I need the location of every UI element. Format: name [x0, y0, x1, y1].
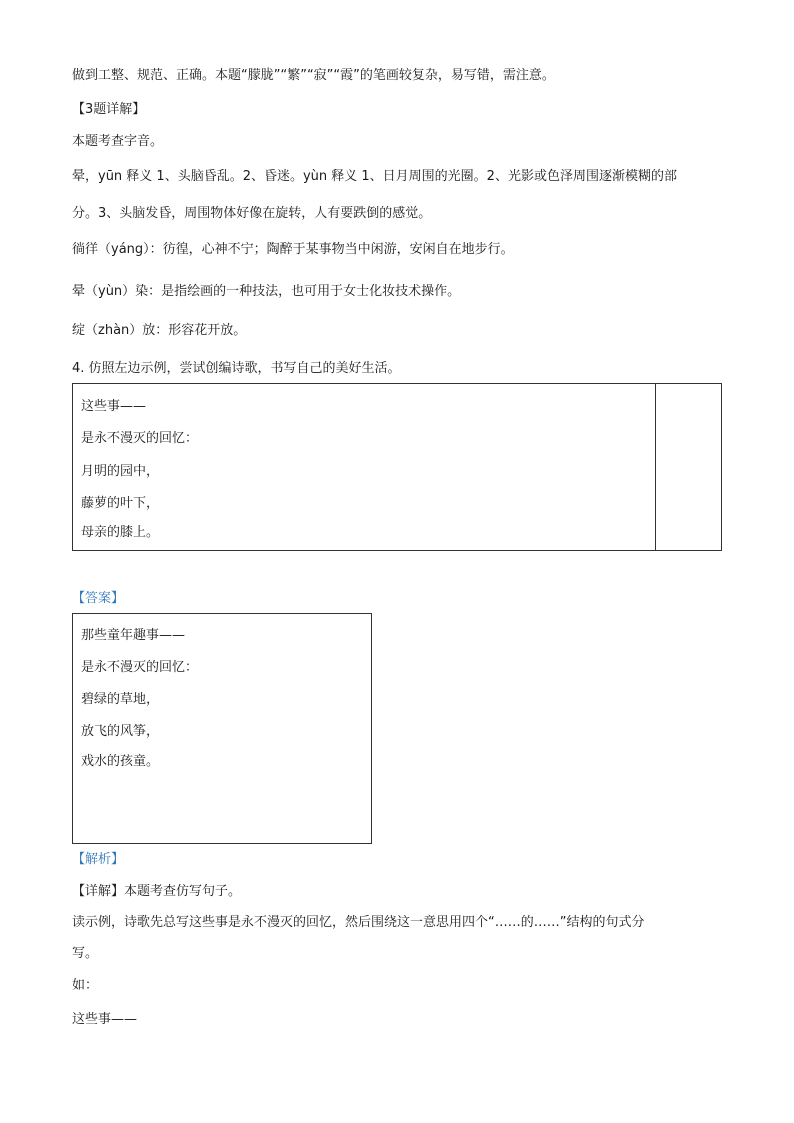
answer-line: 那些童年趣事—— [81, 628, 186, 643]
q4-prompt: 4. 仿照左边示例，尝试创编诗歌，书写自己的美好生活。 [72, 361, 401, 376]
example-line: 这些事—— [81, 399, 147, 414]
q3-yun-line-1: 晕，yūn 释义 1、头脑昏乱。2、昏迷。yùn 释义 1、日月周围的光圈。2、光影或色泽周围逐渐模糊的部 [72, 169, 677, 184]
q3-zhanfang: 绽（zhàn）放：形容花开放。 [72, 323, 247, 338]
q3-intro: 本题考查字音。 [72, 134, 164, 149]
q3-yunran: 晕（yùn）染：是指绘画的一种技法，也可用于女士化妆技术操作。 [72, 284, 461, 299]
answer-label: 【答案】 [72, 591, 125, 606]
q3-changyang: 徜徉（yáng）：彷徨，心神不宁；陶醉于某事物当中闲游，安闲自在地步行。 [72, 242, 514, 257]
answer-line: 是永不漫灭的回忆： [81, 660, 199, 675]
detail-intro: 【详解】本题考查仿写句子。 [72, 884, 242, 899]
example-start: 这些事—— [72, 1012, 138, 1027]
explain-line-2: 写。 [72, 946, 99, 961]
answer-poem-box [72, 613, 372, 844]
answer-line: 放飞的风筝， [81, 724, 160, 739]
example-line: 月明的园中， [81, 464, 160, 479]
example-poem-table [72, 383, 722, 551]
explain-line-1: 读示例，诗歌先总写这些事是永不漫灭的回忆，然后围绕这一意思用四个“……的……”结构的句式分 [72, 915, 645, 930]
answer-line: 戏水的孩童。 [81, 754, 160, 769]
previous-answer-tail: 做到工整、规范、正确。本题“朦胧”“繁”“寂”“霞”的笔画较复杂，易写错，需注意。 [72, 68, 555, 83]
analysis-label: 【解析】 [72, 852, 125, 867]
table-column-divider [655, 384, 656, 550]
answer-line: 碧绿的草地， [81, 692, 160, 707]
example-line: 母亲的膝上。 [81, 525, 160, 540]
example-intro: 如： [72, 978, 99, 993]
q3-detail-header: 【3题详解】 [72, 102, 146, 117]
example-line: 藤萝的叶下， [81, 496, 160, 511]
example-line: 是永不漫灭的回忆： [81, 431, 199, 446]
q3-yun-line-2: 分。3、头脑发昏，周围物体好像在旋转，人有要跌倒的感觉。 [72, 206, 432, 221]
